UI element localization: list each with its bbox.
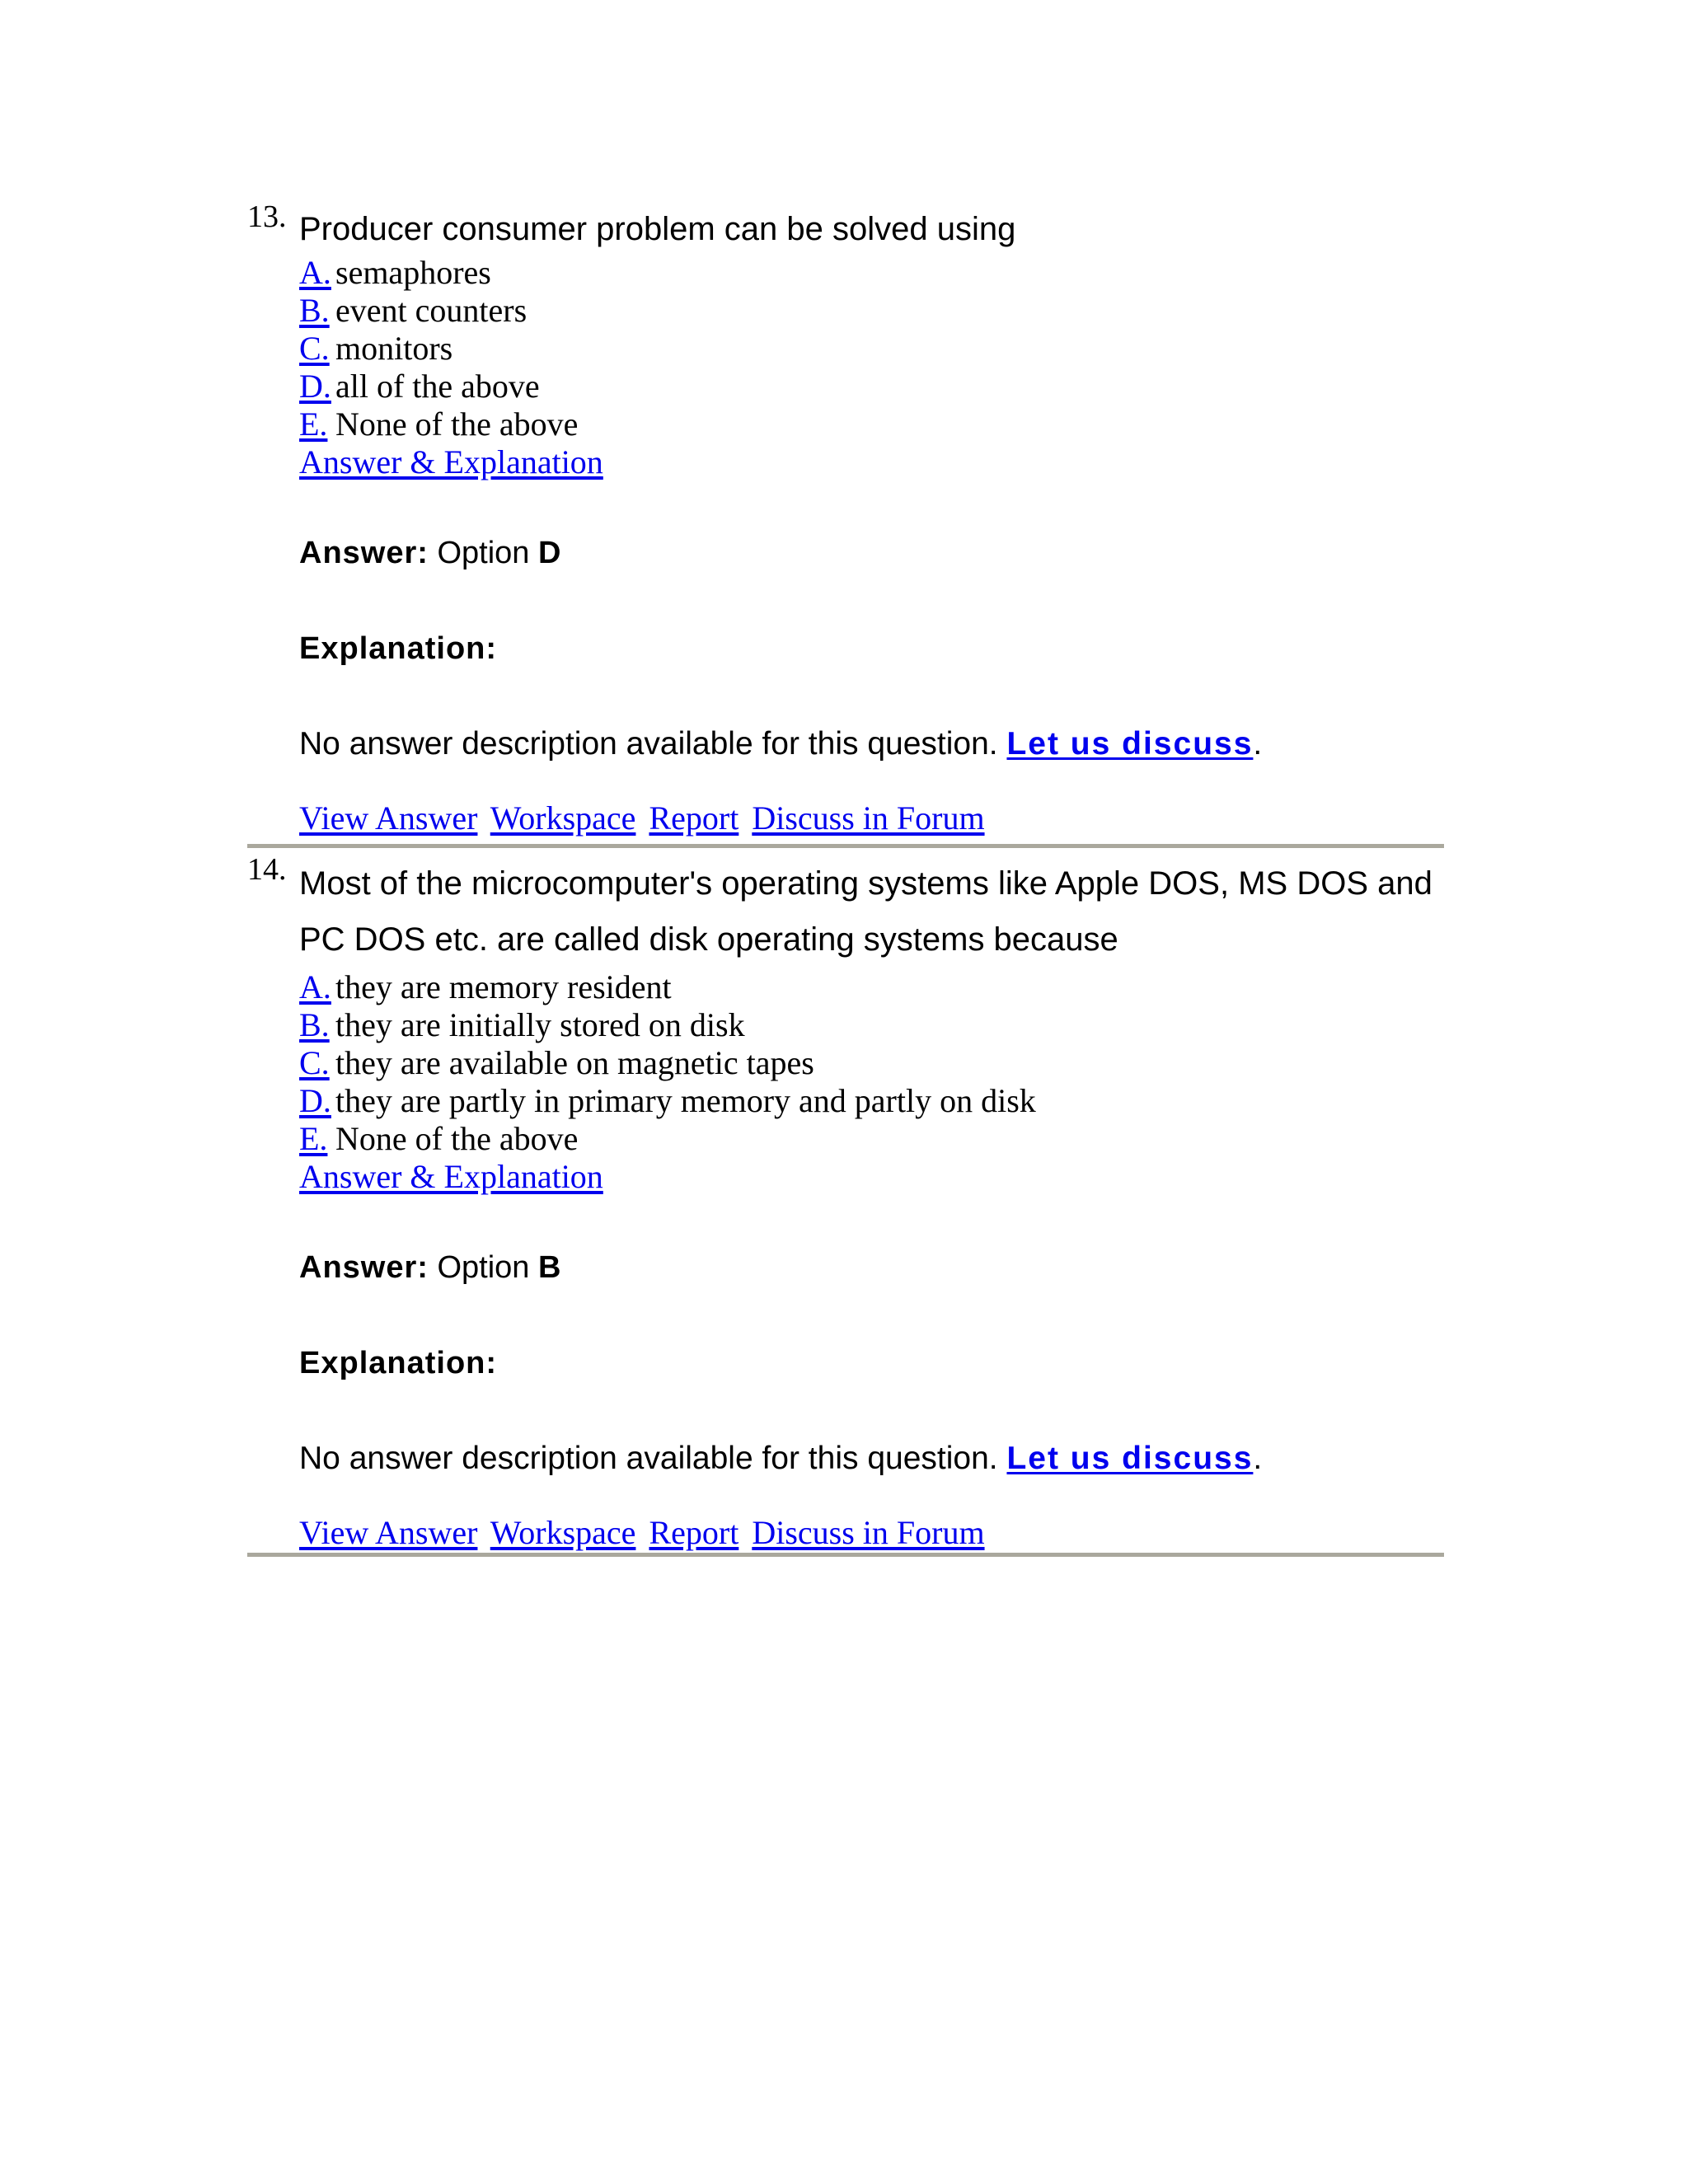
question-number: 13.: [247, 199, 287, 234]
question-footer-links: [299, 1514, 1444, 1552]
option-b: [299, 1006, 1444, 1044]
explanation-end: .: [1253, 726, 1263, 762]
answer-explanation-link[interactable]: Answer & Explanation: [299, 443, 603, 480]
answer-option-word: Option: [437, 1250, 530, 1285]
option-a-text: semaphores: [335, 254, 491, 291]
let-us-discuss-link[interactable]: Let us discuss: [1006, 726, 1254, 762]
question-body: [299, 200, 1444, 837]
question-text-line-1: Most of the microcomputer's operating systems like Apple DOS, MS DOS and: [299, 865, 1432, 902]
answer-option-word: Option: [437, 536, 530, 570]
option-d-link[interactable]: D.: [299, 1082, 331, 1119]
option-c-text: they are available on magnetic tapes: [335, 1044, 814, 1081]
option-e: [299, 405, 1444, 443]
answer-value: D: [538, 536, 562, 570]
option-b: [299, 292, 1444, 330]
discuss-in-forum-link[interactable]: Discuss in Forum: [752, 1514, 985, 1551]
discuss-in-forum-link[interactable]: Discuss in Forum: [752, 799, 985, 837]
option-c: [299, 1044, 1444, 1082]
explanation-text-line: [299, 1436, 1444, 1481]
answer-label: Answer:: [299, 536, 429, 570]
view-answer-link[interactable]: View Answer: [299, 1514, 478, 1551]
question-text: Producer consumer problem can be solved using: [299, 211, 1016, 247]
explanation-heading: Explanation:: [299, 631, 498, 666]
view-answer-link[interactable]: View Answer: [299, 799, 478, 837]
option-a-link[interactable]: A.: [299, 968, 331, 1005]
option-e: [299, 1120, 1444, 1158]
option-b-text: event counters: [335, 292, 528, 329]
options-list: [299, 968, 1444, 1158]
report-link[interactable]: Report: [649, 799, 739, 837]
option-b-link[interactable]: B.: [299, 292, 330, 329]
option-a: [299, 254, 1444, 292]
option-d: [299, 368, 1444, 405]
question-number: 14.: [247, 852, 287, 887]
question-separator: [247, 1553, 1444, 1557]
option-c-text: monitors: [335, 330, 453, 367]
question-separator: [247, 844, 1444, 848]
option-d-link[interactable]: D.: [299, 368, 331, 405]
option-b-link[interactable]: B.: [299, 1006, 330, 1043]
workspace-link[interactable]: Workspace: [490, 799, 636, 837]
explanation-end: .: [1253, 1441, 1263, 1476]
option-e-link[interactable]: E.: [299, 405, 328, 443]
answer-explanation-link[interactable]: Answer & Explanation: [299, 1158, 603, 1195]
explanation-heading: Explanation:: [299, 1346, 498, 1380]
option-c-link[interactable]: C.: [299, 1044, 330, 1081]
question-body: [299, 853, 1444, 1552]
option-e-text: None of the above: [335, 1120, 579, 1157]
question-text-line-2: PC DOS etc. are called disk operating systems because: [299, 921, 1118, 958]
option-a-text: they are memory resident: [335, 968, 672, 1005]
answer-label: Answer:: [299, 1250, 429, 1285]
explanation-text: No answer description available for this question.: [299, 1441, 998, 1476]
answer-value: B: [538, 1250, 562, 1285]
answer-line: [299, 531, 1444, 575]
let-us-discuss-link[interactable]: Let us discuss: [1006, 1441, 1254, 1476]
option-a-link[interactable]: A.: [299, 254, 331, 291]
option-d-text: all of the above: [335, 368, 540, 405]
workspace-link[interactable]: Workspace: [490, 1514, 636, 1551]
option-d-text: they are partly in primary memory and partly on disk: [335, 1082, 1036, 1119]
option-c-link[interactable]: C.: [299, 330, 330, 367]
answer-line: [299, 1245, 1444, 1290]
explanation-text-line: [299, 722, 1444, 766]
option-b-text: they are initially stored on disk: [335, 1006, 745, 1043]
explanation-text: No answer description available for this question.: [299, 726, 998, 762]
option-a: [299, 968, 1444, 1006]
option-c: [299, 330, 1444, 368]
option-e-text: None of the above: [335, 405, 579, 443]
options-list: [299, 254, 1444, 443]
option-e-link[interactable]: E.: [299, 1120, 328, 1157]
question-footer-links: [299, 799, 1444, 837]
option-d: [299, 1082, 1444, 1120]
report-link[interactable]: Report: [649, 1514, 739, 1551]
